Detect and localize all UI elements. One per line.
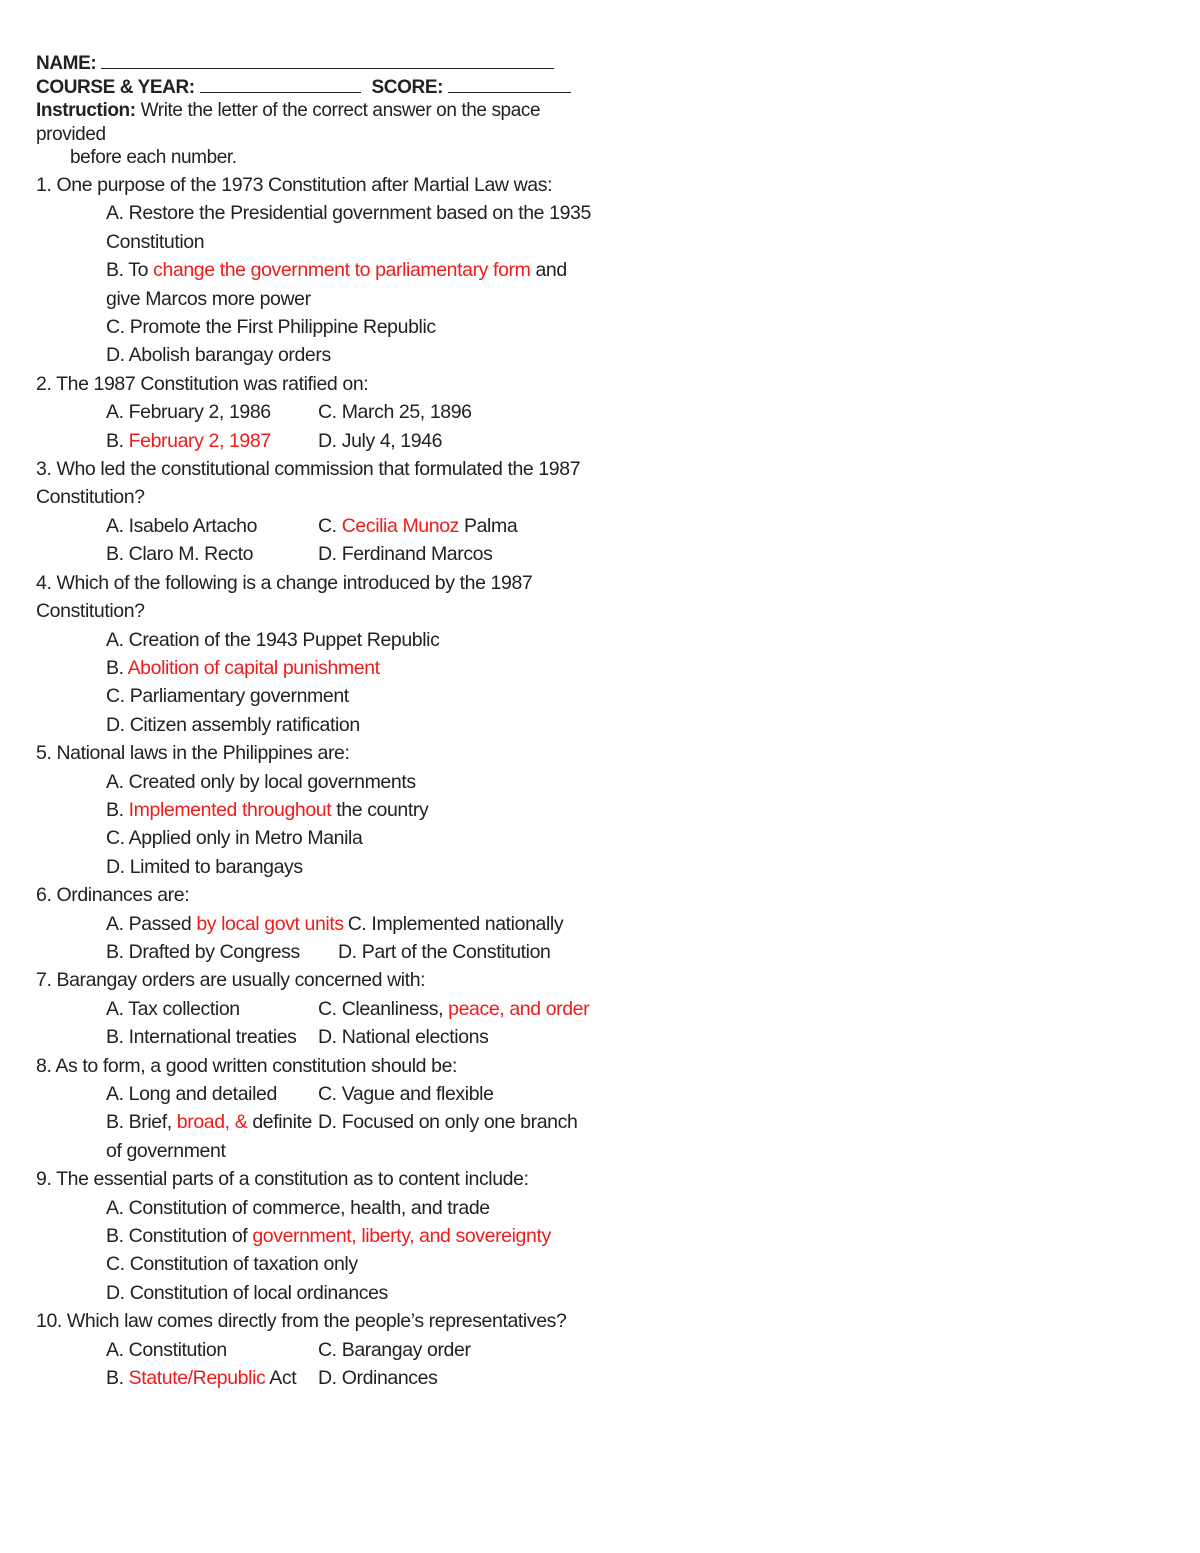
q10-row-1 <box>36 1336 596 1364</box>
q3-option-d: D. Ferdinand Marcos <box>318 543 493 566</box>
q1-option-a-continued: Constitution <box>106 230 205 253</box>
answer-highlight: peace, and order <box>448 997 590 1020</box>
q6-row-2 <box>36 938 596 966</box>
q4-option-b: B. Abolition of capital punishment <box>106 656 380 679</box>
name-label: NAME: <box>36 53 97 74</box>
q7-option-b: B. International treaties <box>106 1026 297 1049</box>
q3-row-1 <box>36 512 596 540</box>
answer-highlight: Cecilia Munoz <box>341 514 459 537</box>
instruction-continued: before each number. <box>70 147 237 168</box>
q5-option-d: D. Limited to barangays <box>106 855 303 878</box>
q2-row-2 <box>36 427 596 455</box>
answer-highlight: by local govt units <box>196 912 344 935</box>
q7-row-2 <box>36 1023 596 1051</box>
q6-option-c: C. Implemented nationally <box>347 912 564 935</box>
q1-option-b-continued: give Marcos more power <box>106 287 311 310</box>
q9-option-c: C. Constitution of taxation only <box>106 1253 358 1276</box>
q1-option-a: A. Restore the Presidential government based on the 1935 <box>106 202 591 225</box>
q3-row-2 <box>36 540 596 568</box>
q7-option-a: A. Tax collection <box>106 997 240 1020</box>
q7-option-c: C. Cleanliness, peace, and order <box>318 997 590 1020</box>
q2-option-d: D. July 4, 1946 <box>318 429 443 452</box>
q8-option-d-continued: of government <box>106 1139 226 1162</box>
q2-row-1 <box>36 398 596 426</box>
q7-row-1 <box>36 995 596 1023</box>
q2-option-a: A. February 2, 1986 <box>106 401 271 424</box>
question-5: 5. National laws in the Philippines are: <box>36 742 350 765</box>
quiz-header <box>36 52 596 170</box>
course-year-blank[interactable] <box>200 78 361 93</box>
q9-option-a: A. Constitution of commerce, health, and trade <box>106 1196 490 1219</box>
q6-option-a: A. Passed by local govt units <box>106 912 344 935</box>
q8-row-2 <box>36 1108 596 1136</box>
q8-option-a: A. Long and detailed <box>106 1083 277 1105</box>
question-8: 8. As to form, a good written constitution should be: <box>36 1054 458 1077</box>
q5-option-c: C. Applied only in Metro Manila <box>106 827 363 850</box>
q1-option-d: D. Abolish barangay orders <box>106 344 331 367</box>
q7-option-d: D. National elections <box>318 1026 489 1049</box>
course-year-label: COURSE & YEAR: <box>36 76 195 98</box>
question-7: 7. Barangay orders are usually concerned with: <box>36 969 426 992</box>
question-list <box>36 171 596 1392</box>
q4-option-a: A. Creation of the 1943 Puppet Republic <box>106 628 440 651</box>
course-score-line <box>36 76 596 100</box>
q4-option-c: C. Parliamentary government <box>106 685 349 708</box>
question-4-continued: Constitution? <box>36 600 145 623</box>
q2-option-b: B. February 2, 1987 <box>106 429 271 452</box>
answer-highlight: Statute/Republic <box>128 1367 266 1390</box>
q10-option-d: D. Ordinances <box>318 1367 438 1390</box>
question-6: 6. Ordinances are: <box>36 884 190 907</box>
question-3: 3. Who led the constitutional commission that formulated the 1987 <box>36 458 581 481</box>
q4-option-d: D. Citizen assembly ratification <box>106 713 360 736</box>
answer-highlight: change the government to parliamentary form <box>153 259 531 282</box>
q8-row-1 <box>36 1080 596 1108</box>
q3-option-c: C. Cecilia Munoz Palma <box>318 514 518 537</box>
answer-highlight: February 2, 1987 <box>128 429 271 452</box>
q8-option-d: D. Focused on only one branch <box>318 1111 578 1134</box>
name-blank[interactable] <box>101 54 554 69</box>
name-line <box>36 52 596 76</box>
score-blank[interactable] <box>448 78 571 93</box>
q8-option-c: C. Vague and flexible <box>318 1083 494 1105</box>
answer-highlight: Implemented throughout <box>128 798 332 821</box>
q10-option-a: A. Constitution <box>106 1338 227 1361</box>
q6-row-1 <box>36 910 596 938</box>
q8-option-b: B. Brief, broad, & definite <box>106 1111 312 1134</box>
instruction-text: Write the letter of the correct answer on the space provided <box>36 100 541 145</box>
question-3-continued: Constitution? <box>36 486 145 509</box>
q2-option-c: C. March 25, 1896 <box>318 401 472 424</box>
q5-option-a: A. Created only by local governments <box>106 770 416 793</box>
question-10: 10. Which law comes directly from the people’s representatives? <box>36 1310 567 1333</box>
q6-option-d: D. Part of the Constitution <box>338 940 551 963</box>
question-9: 9. The essential parts of a constitution as to content include: <box>36 1168 529 1191</box>
question-2: 2. The 1987 Constitution was ratified on: <box>36 372 369 395</box>
q3-option-a: A. Isabelo Artacho <box>106 514 258 537</box>
question-4: 4. Which of the following is a change introduced by the 1987 <box>36 571 533 594</box>
instruction-label: Instruction: <box>36 100 136 121</box>
q1-option-b: B. To change the government to parliamentary form and <box>106 259 567 282</box>
instruction <box>36 99 596 146</box>
q10-option-b: B. Statute/Republic Act <box>106 1367 297 1390</box>
q10-option-c: C. Barangay order <box>318 1338 471 1361</box>
q1-option-c: C. Promote the First Philippine Republic <box>106 316 436 339</box>
q9-option-b: B. Constitution of government, liberty, and sovereignty <box>106 1225 551 1248</box>
q6-option-b: B. Drafted by Congress <box>106 940 300 963</box>
question-1: 1. One purpose of the 1973 Constitution after Martial Law was: <box>36 174 553 196</box>
score-label: SCORE: <box>371 76 444 98</box>
answer-highlight: broad, & <box>176 1111 248 1134</box>
answer-highlight: government, liberty, and sovereignty <box>252 1225 551 1248</box>
q3-option-b: B. Claro M. Recto <box>106 543 254 566</box>
q10-row-2 <box>36 1364 596 1392</box>
q5-option-b: B. Implemented throughout the country <box>106 798 429 821</box>
q9-option-d: D. Constitution of local ordinances <box>106 1281 388 1304</box>
answer-highlight: Abolition of capital punishment <box>127 656 380 679</box>
